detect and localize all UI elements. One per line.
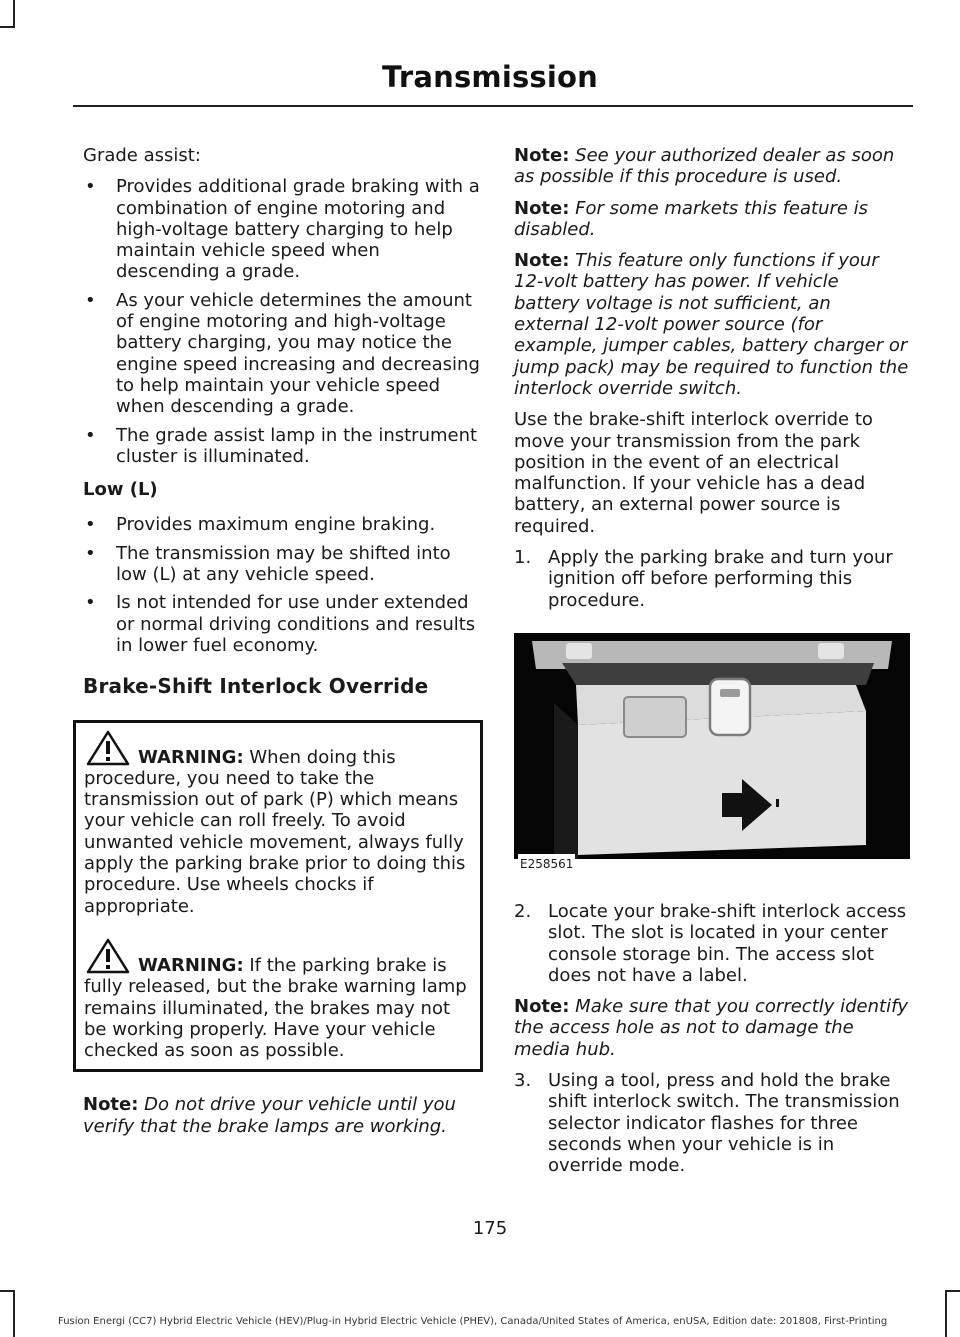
warning-1 — [84, 729, 474, 917]
page-title: Transmission — [382, 60, 598, 94]
note-label: Note: — [514, 250, 570, 272]
step-1 — [514, 547, 910, 611]
warning-text: When doing this procedure, you need to take the transmission out of park (P) which means your vehicle can roll freely. To avoid unwanted vehicle movement, always fully apply the parking brake prior to doing this procedure. Use wheels chocks if appropriate. — [84, 746, 466, 917]
note-text: Make sure that you correctly identify the access hole as not to damage the media hub. — [514, 996, 909, 1060]
step-number: 1. — [514, 547, 532, 569]
note-dealer — [514, 145, 910, 188]
note-label: Note: — [514, 197, 570, 219]
list-item: • Provides additional grade braking with a combination of engine motoring and high-voltage battery charging to help maintain vehicle speed when descending a grade. — [83, 176, 481, 282]
step-text: Using a tool, press and hold the brake shift interlock switch. The transmission selector indicator flashes for three seconds when your vehicle is in override mode. — [548, 1070, 900, 1177]
note-media-hub — [514, 996, 910, 1060]
note-text: See your authorized dealer as soon as possible if this procedure is used. — [514, 145, 895, 188]
list-item: • The grade assist lamp in the instrument cluster is illuminated. — [83, 425, 481, 468]
step-text: Apply the parking brake and turn your ignition off before performing this procedure. — [548, 547, 893, 611]
figure-code: E258561 — [518, 854, 575, 875]
steps-list-1 — [514, 547, 910, 611]
warning-2 — [84, 937, 474, 1061]
crop-mark — [0, 1290, 15, 1292]
header-rule — [73, 105, 913, 107]
note-text: Do not drive your vehicle until you verify that the brake lamps are working. — [83, 1094, 456, 1137]
step-number: 3. — [514, 1070, 532, 1092]
section-heading: Brake-Shift Interlock Override — [83, 674, 429, 699]
warning-triangle-icon — [86, 729, 130, 767]
warning-triangle-icon — [86, 937, 130, 975]
note-text: This feature only functions if your 12-volt battery has power. If vehicle battery voltage is not sufficient, an external 12-volt power source (for example, jumper cables, battery charger or jump pack) may be required to function the interlock override switch. — [514, 250, 909, 399]
crop-mark — [0, 26, 15, 28]
list-item: • Provides maximum engine braking. — [83, 514, 481, 535]
low-list — [83, 514, 481, 656]
step-3 — [514, 1070, 910, 1176]
list-item: • The transmission may be shifted into low (L) at any vehicle speed. — [83, 543, 481, 586]
steps-list-3 — [514, 1070, 910, 1176]
footer-text: Fusion Energi (CC7) Hybrid Electric Vehicle (HEV)/Plug-in Hybrid Electric Vehicle (PHEV), Canada/United States of America, enUSA, Edition date: 201808, First-Printing — [58, 1316, 888, 1327]
note-markets — [514, 198, 910, 241]
note-label: Note: — [83, 1094, 139, 1116]
right-column — [514, 145, 910, 1187]
warning-label: WARNING: — [138, 746, 244, 768]
step-2 — [514, 901, 910, 986]
console-bin-illustration — [514, 633, 910, 879]
list-item: • Is not intended for use under extended or normal driving conditions and results in lower fuel economy. — [83, 592, 481, 656]
crop-mark — [13, 0, 15, 28]
step-number: 2. — [514, 900, 532, 922]
note-battery — [514, 250, 910, 399]
grade-assist-label: Grade assist: — [83, 145, 201, 166]
note-text: For some markets this feature is disabled. — [514, 197, 869, 240]
crop-mark — [945, 1290, 960, 1292]
console-storage-figure — [514, 633, 910, 879]
list-item: • As your vehicle determines the amount of engine motoring and high-voltage battery charging, you may notice the engine speed increasing and decreasing to help maintain your vehicle speed when descending a grade. — [83, 290, 481, 418]
page-number: 175 — [472, 1218, 508, 1239]
crop-mark — [13, 1290, 15, 1337]
note-label: Note: — [514, 996, 570, 1018]
low-heading: Low (L) — [83, 479, 158, 501]
steps-list-2 — [514, 901, 910, 986]
crop-mark — [945, 1290, 947, 1337]
intro-paragraph: Use the brake-shift interlock override to move your transmission from the park position in the event of an electrical malfunction. If your vehicle has a dead battery, an external power source is required. — [514, 409, 873, 537]
step-text: Locate your brake-shift interlock access slot. The slot is located in your center console storage bin. The access slot does not have a label. — [548, 900, 907, 986]
note-label: Note: — [514, 145, 570, 166]
note-brake-lamps — [83, 1094, 481, 1137]
warning-box — [73, 720, 483, 1073]
grade-assist-list — [83, 176, 481, 467]
warning-text: If the parking brake is fully released, but the brake warning lamp remains illuminated, the brakes may not be working properly. Have your vehicle checked as soon as possible. — [84, 954, 467, 1062]
left-column — [83, 145, 481, 1147]
warning-label: WARNING: — [138, 954, 244, 976]
